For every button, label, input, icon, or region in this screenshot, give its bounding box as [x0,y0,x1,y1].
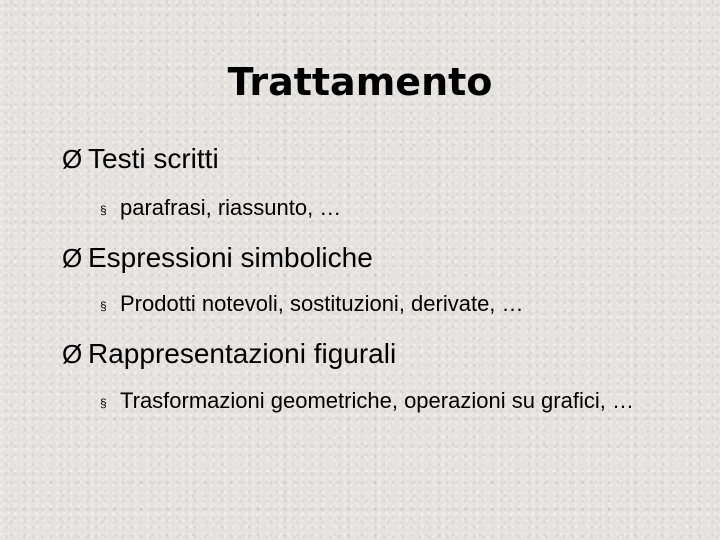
list-item [62,338,396,370]
square-bullet-icon: § [100,396,107,410]
list-item-label: Espressioni simboliche [88,242,373,273]
sub-list-item-text: Trasformazioni geometriche, operazioni su grafici, … [120,388,634,413]
square-bullet-icon: § [100,299,107,313]
arrow-bullet-icon: Ø [62,339,83,369]
list-item-label: Testi scritti [88,143,219,174]
list-item [62,143,219,175]
sub-list-item [100,192,680,226]
list-item [62,242,373,274]
square-bullet-icon: § [100,203,107,217]
arrow-bullet-icon: Ø [62,243,83,273]
sub-list-item-text: Prodotti notevoli, sostituzioni, derivate, … [120,291,524,316]
sub-list-item [100,288,680,322]
sub-list-item-text: parafrasi, riassunto, … [120,195,342,220]
list-item-label: Rappresentazioni figurali [88,338,397,369]
arrow-bullet-icon: Ø [62,144,83,174]
slide-title: Trattamento [227,60,493,104]
sub-list-item [100,385,680,419]
